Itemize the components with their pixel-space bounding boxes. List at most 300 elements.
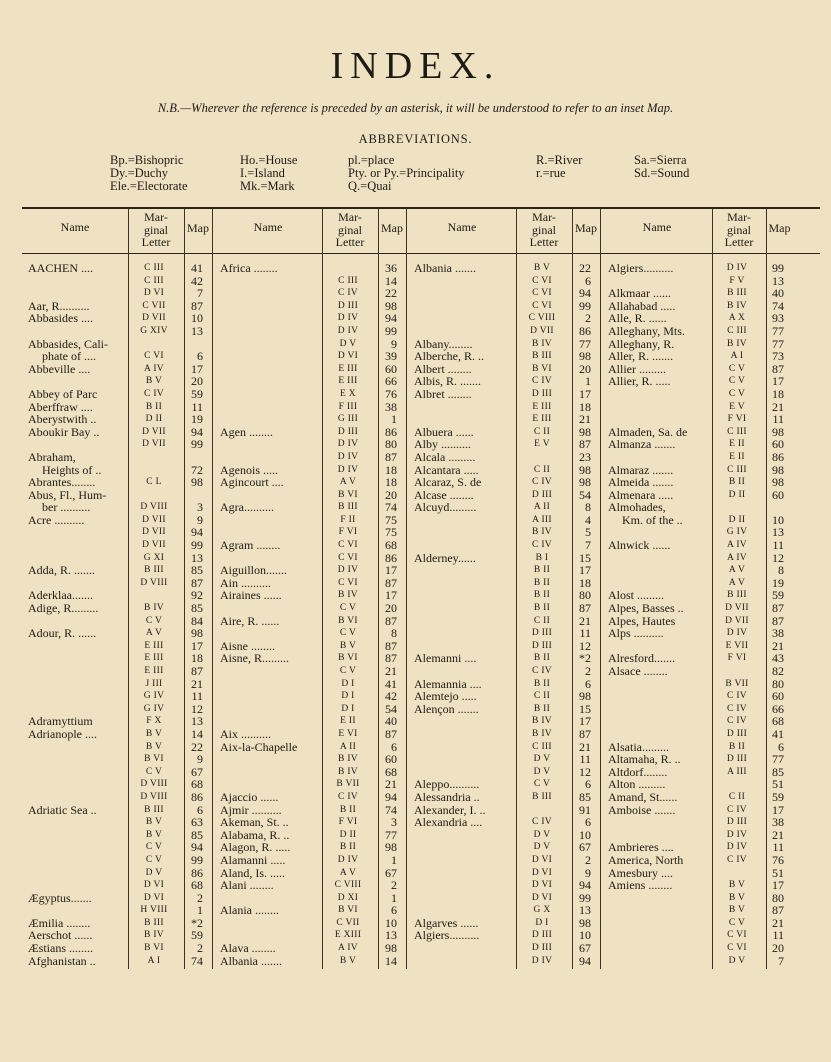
entry-map-number: 13 <box>772 525 784 540</box>
entry-map-number: 17 <box>772 878 784 893</box>
entry-map-number: 91 <box>579 802 591 817</box>
entry-marginal-letter: D IV <box>337 439 359 450</box>
entry-map-number: 86 <box>385 550 397 565</box>
entry-map-number: 98 <box>579 475 591 490</box>
entry-map-number: 6 <box>197 802 203 817</box>
entry-marginal-letter: B IV <box>727 300 747 311</box>
entry-map-number: *2 <box>191 915 203 930</box>
abbreviation-entry: Dy.=Duchy <box>110 166 168 180</box>
entry-map-number: 85 <box>191 827 203 842</box>
entry-marginal-letter: G IV <box>726 527 748 538</box>
entry-marginal-letter: C IV <box>727 691 747 702</box>
entry-name: Aisne, R......... <box>220 651 289 666</box>
entry-marginal-letter: E II <box>340 716 356 727</box>
entry-marginal-letter: B II <box>339 842 357 853</box>
entry-name: Algiers.......... <box>414 928 480 943</box>
entry-marginal-letter: B IV <box>532 716 552 727</box>
entry-name: Altdorf........ <box>608 764 668 779</box>
entry-name: Albany........ <box>414 336 473 351</box>
entry-marginal-letter: B V <box>533 263 551 273</box>
entry-marginal-letter: D VIII <box>140 502 168 513</box>
entry-marginal-letter: B IV <box>532 527 552 538</box>
entry-map-number: 20 <box>772 941 784 956</box>
entry-marginal-letter: D III <box>726 728 748 739</box>
entry-marginal-letter: C II <box>533 426 551 437</box>
entry-map-number: 7 <box>197 286 203 301</box>
entry-name: Ægyptus....... <box>28 890 92 905</box>
entry-map-number: 94 <box>579 286 591 301</box>
entry-map-number: 2 <box>585 664 591 678</box>
entry-marginal-letter: D IV <box>337 565 359 576</box>
entry-map-number: 98 <box>191 475 203 490</box>
entry-marginal-letter: D VII <box>142 514 166 525</box>
entry-map-number: 3 <box>197 500 203 515</box>
entry-map-number: 21 <box>772 638 784 653</box>
entry-map-number: 87 <box>385 651 397 666</box>
entry-marginal-letter: E XIII <box>334 930 362 941</box>
entry-map-number: 14 <box>191 726 203 741</box>
entry-map-number: 72 <box>191 462 203 477</box>
entry-name: Almanza ....... <box>608 437 676 452</box>
entry-map-number: 17 <box>772 802 784 817</box>
entry-marginal-letter: B II <box>533 590 551 601</box>
abbreviations-column <box>348 154 465 193</box>
entry-name: Albis, R. ....... <box>414 374 482 389</box>
entry-name: Aisne ........ <box>220 638 275 653</box>
entry-map-number: 74 <box>385 500 397 515</box>
entry-marginal-letter: C IV <box>532 376 552 387</box>
entry-map-number: 20 <box>579 361 591 376</box>
entry-name: Heights of .. <box>42 462 102 477</box>
entry-map-number: 99 <box>191 852 203 867</box>
header-marginal-letter-line: Letter <box>529 235 559 249</box>
entry-map-number: 1 <box>197 903 203 918</box>
entry-marginal-letter: D IV <box>726 842 748 853</box>
entry-name: Adramyttium <box>28 714 93 729</box>
entry-marginal-letter: C II <box>533 691 551 702</box>
entry-map-number: 98 <box>772 475 784 490</box>
entry-marginal-letter: A V <box>145 628 163 639</box>
entry-marginal-letter: D VI <box>337 351 359 362</box>
entry-marginal-letter: E III <box>144 653 164 664</box>
entry-marginal-letter: D IV <box>337 451 359 462</box>
entry-marginal-letter: G XI <box>143 552 165 563</box>
column-divider <box>406 209 407 969</box>
entry-marginal-letter: C II <box>728 791 746 802</box>
header-top-rule <box>22 207 820 209</box>
entry-marginal-letter: C III <box>144 263 164 273</box>
entry-name: Afghanistan .. <box>28 953 96 968</box>
header-marginal-letter-line: Mar- <box>144 210 168 224</box>
entry-map-number: 40 <box>772 286 784 301</box>
entry-map-number: 2 <box>585 311 591 326</box>
entry-name: America, North <box>608 852 684 867</box>
entry-map-number: 12 <box>772 550 784 565</box>
entry-map-number: 10 <box>191 311 203 326</box>
entry-name: Alexandria .... <box>414 815 483 830</box>
entry-name: Allier ......... <box>608 361 666 376</box>
entry-marginal-letter: A I <box>147 955 161 966</box>
entry-map-number: 5 <box>585 525 591 540</box>
entry-marginal-letter: E II <box>729 451 745 462</box>
entry-marginal-letter: D VI <box>143 892 165 903</box>
entry-map-number: 77 <box>772 752 784 767</box>
entry-map-number: 87 <box>772 601 784 616</box>
entry-map-number: 87 <box>385 726 397 741</box>
entry-name: Abraham, <box>28 449 76 464</box>
entry-map-number: 68 <box>385 538 397 553</box>
entry-marginal-letter: A V <box>339 477 357 488</box>
entry-name: Aire, R. ...... <box>220 613 280 628</box>
entry-map-number: 93 <box>772 311 784 326</box>
entry-name: Algiers.......... <box>608 261 674 275</box>
entry-name: Agincourt .... <box>220 475 284 490</box>
entry-map-number: 6 <box>585 815 591 830</box>
entry-marginal-letter: F VI <box>338 817 358 828</box>
entry-map-number: 60 <box>772 689 784 704</box>
entry-map-number: 41 <box>191 261 203 275</box>
entry-marginal-letter: C III <box>727 325 747 336</box>
entry-map-number: 10 <box>385 915 397 930</box>
entry-marginal-letter: G IV <box>143 703 165 714</box>
entry-marginal-letter: C V <box>728 917 746 928</box>
entry-name: Alps .......... <box>608 626 664 641</box>
entry-map-number: 94 <box>579 953 591 968</box>
entry-name: Agram ........ <box>220 538 281 553</box>
entry-map-number: 2 <box>197 941 203 956</box>
entry-marginal-letter: D VI <box>531 854 553 865</box>
entry-map-number: 13 <box>191 323 203 338</box>
entry-name: Alava ........ <box>220 941 276 956</box>
header-marginal-letter-line: Letter <box>141 235 171 249</box>
entry-map-number: 98 <box>385 840 397 855</box>
entry-map-number: 17 <box>579 714 591 729</box>
entry-marginal-letter: B II <box>533 678 551 689</box>
entry-name: Albania ....... <box>414 261 476 275</box>
entry-marginal-letter: J III <box>145 678 163 689</box>
entry-map-number: 87 <box>191 664 203 678</box>
abbreviation-entry: pl.=place <box>348 153 395 167</box>
entry-marginal-letter: B II <box>339 804 357 815</box>
entry-marginal-letter: B III <box>144 565 164 576</box>
entry-map-number: 87 <box>579 726 591 741</box>
abbreviation-entry: Sa.=Sierra <box>634 153 687 167</box>
entry-map-number: 18 <box>772 386 784 401</box>
entry-marginal-letter: D V <box>145 867 163 878</box>
entry-map-number: 75 <box>385 512 397 527</box>
entry-name: Alby .......... <box>414 437 471 452</box>
entry-map-number: 19 <box>191 412 203 427</box>
entry-marginal-letter: C III <box>727 464 747 475</box>
entry-map-number: 10 <box>579 827 591 842</box>
entry-marginal-letter: C V <box>145 842 163 853</box>
entry-map-number: 73 <box>772 349 784 364</box>
entry-name: Allier, R. ..... <box>608 374 671 389</box>
entry-marginal-letter: D I <box>341 678 355 689</box>
entry-name: Albuera ...... <box>414 424 474 439</box>
entry-marginal-letter: C IV <box>144 388 164 399</box>
entry-name: Aboukir Bay .. <box>28 424 100 439</box>
entry-marginal-letter: A III <box>727 766 747 777</box>
entry-map-number: 2 <box>197 890 203 905</box>
entry-marginal-letter: D IV <box>337 313 359 324</box>
entry-map-number: 1 <box>391 412 397 427</box>
header-name: Name <box>60 220 90 234</box>
entry-name: Alabama, R. .. <box>220 827 290 842</box>
entry-marginal-letter: D III <box>531 489 553 500</box>
entry-map-number: 86 <box>191 865 203 880</box>
entry-marginal-letter: B I <box>535 552 549 563</box>
entry-marginal-letter: A II <box>339 741 357 752</box>
entry-map-number: 9 <box>391 336 397 351</box>
entry-marginal-letter: B VII <box>725 678 749 689</box>
entry-marginal-letter: D VII <box>142 426 166 437</box>
entry-marginal-letter: C VI <box>338 577 358 588</box>
abbreviation-entry: Pty. or Py.=Principality <box>348 166 465 180</box>
entry-name: Allahabad ..... <box>608 298 676 313</box>
entry-map-number: 12 <box>579 638 591 653</box>
entry-marginal-letter: C L <box>146 477 162 488</box>
entry-marginal-letter: B V <box>145 728 163 739</box>
entry-map-number: 18 <box>385 475 397 490</box>
column-divider <box>600 209 601 969</box>
entry-marginal-letter: C III <box>144 275 164 286</box>
entry-marginal-letter: F X <box>146 716 162 727</box>
entry-map-number: 98 <box>385 941 397 956</box>
entry-name: Amesbury .... <box>608 865 673 880</box>
entry-name: Aix-la-Chapelle <box>220 739 298 754</box>
entry-marginal-letter: B IV <box>532 338 552 349</box>
entry-map-number: 10 <box>579 928 591 943</box>
entry-map-number: 77 <box>772 323 784 338</box>
entry-map-number: 84 <box>191 613 203 628</box>
entry-map-number: 11 <box>579 752 591 767</box>
entry-name: Ambrieres .... <box>608 840 674 855</box>
entry-map-number: 40 <box>385 714 397 729</box>
entry-marginal-letter: B II <box>533 577 551 588</box>
entry-marginal-letter: D II <box>728 489 746 500</box>
entry-map-number: 75 <box>385 525 397 540</box>
entry-map-number: 87 <box>385 613 397 628</box>
entry-name: Alle, R. ...... <box>608 311 667 326</box>
entry-map-number: 99 <box>191 538 203 553</box>
entry-map-number: 85 <box>191 563 203 578</box>
entry-marginal-letter: B IV <box>338 766 358 777</box>
entry-name: Africa ........ <box>220 261 278 275</box>
entry-map-number: 99 <box>772 261 784 275</box>
entry-marginal-letter: D II <box>339 829 357 840</box>
entry-marginal-letter: B V <box>145 741 163 752</box>
entry-marginal-letter: D VI <box>143 880 165 891</box>
entry-map-number: *2 <box>579 651 591 666</box>
entry-marginal-letter: C VIII <box>528 313 556 324</box>
entry-name: Abbey of Parc <box>28 386 98 401</box>
entry-name: Aberystwith .. <box>28 412 97 427</box>
entry-marginal-letter: C VI <box>532 300 552 311</box>
entry-map-number: 6 <box>197 349 203 364</box>
entry-map-number: 98 <box>579 689 591 704</box>
entry-marginal-letter: B IV <box>144 930 164 941</box>
entry-map-number: 76 <box>385 386 397 401</box>
entry-map-number: 10 <box>772 512 784 527</box>
entry-map-number: 51 <box>772 777 784 792</box>
entry-name: Alpes, Hautes <box>608 613 676 628</box>
entry-name: Aller, R. ....... <box>608 349 674 364</box>
entry-name: Adour, R. ...... <box>28 626 97 641</box>
entry-marginal-letter: C IV <box>727 854 747 865</box>
header-map: Map <box>575 221 597 235</box>
entry-map-number: 85 <box>772 764 784 779</box>
entry-name: Alleghany, R. <box>608 336 675 351</box>
entry-name: Almenara ..... <box>608 487 674 502</box>
entry-name: Adrianople .... <box>28 726 97 741</box>
entry-marginal-letter: B IV <box>338 754 358 765</box>
entry-map-number: 11 <box>772 928 784 943</box>
entry-map-number: 92 <box>191 588 203 603</box>
header-bottom-rule <box>22 253 820 254</box>
entry-map-number: 7 <box>585 538 591 553</box>
entry-marginal-letter: D III <box>531 640 553 651</box>
header-map: Map <box>187 221 209 235</box>
header-map: Map <box>768 221 791 235</box>
entry-name: AACHEN .... <box>28 261 93 275</box>
entry-name: phate of .... <box>42 349 96 364</box>
entry-map-number: 60 <box>385 752 397 767</box>
entry-map-number: 94 <box>191 840 203 855</box>
entry-map-number: 11 <box>772 840 784 855</box>
entry-name: Æstians ........ <box>28 941 94 956</box>
entry-marginal-letter: C II <box>533 464 551 475</box>
entry-marginal-letter: D III <box>531 930 553 941</box>
entry-name: Algarves ...... <box>414 915 479 930</box>
entry-map-number: 98 <box>385 298 397 313</box>
entry-map-number: 9 <box>197 512 203 527</box>
entry-marginal-letter: B II <box>533 703 551 714</box>
entry-marginal-letter: B II <box>728 741 746 752</box>
abbreviation-entry: Mk.=Mark <box>240 179 295 193</box>
entry-map-number: 67 <box>191 764 203 779</box>
entry-marginal-letter: B II <box>533 565 551 576</box>
entry-marginal-letter: D V <box>728 955 746 966</box>
entry-marginal-letter: E III <box>338 376 358 387</box>
entry-map-number: 8 <box>391 626 397 641</box>
entry-marginal-letter: A X <box>728 313 746 324</box>
entry-marginal-letter: D III <box>531 943 553 954</box>
entry-name: Abbasides, Cali- <box>28 336 108 351</box>
entry-name: Aerschot ...... <box>28 928 93 943</box>
entry-marginal-letter: D VI <box>531 892 553 903</box>
entry-marginal-letter: C III <box>532 741 552 752</box>
entry-name: Alcantara ..... <box>414 462 479 477</box>
entry-map-number: 13 <box>191 550 203 565</box>
entry-marginal-letter: H VIII <box>140 905 168 916</box>
entry-map-number: 68 <box>191 878 203 893</box>
abbreviations-column <box>240 154 297 193</box>
entry-name: Albania ....... <box>220 953 282 968</box>
entry-name: Alresford....... <box>608 651 675 666</box>
entry-map-number: 68 <box>385 764 397 779</box>
entry-map-number: 6 <box>585 676 591 691</box>
entry-map-number: 87 <box>579 437 591 452</box>
entry-map-number: 22 <box>385 286 397 301</box>
entry-name: Alemanni .... <box>414 651 477 666</box>
entry-name: Almaden, Sa. de <box>608 424 688 439</box>
entry-name: Alnwick ...... <box>608 538 671 553</box>
abbreviations-column <box>536 154 582 180</box>
entry-marginal-letter: C VI <box>532 288 552 299</box>
entry-marginal-letter: E VII <box>725 640 749 651</box>
entry-map-number: 13 <box>772 273 784 288</box>
entry-marginal-letter: B VI <box>338 489 358 500</box>
entry-map-number: 21 <box>772 827 784 842</box>
entry-marginal-letter: G XIV <box>140 325 168 336</box>
entry-map-number: 13 <box>191 714 203 729</box>
entry-marginal-letter: B II <box>533 653 551 664</box>
header-marginal-letter <box>128 211 184 249</box>
entry-marginal-letter: B IV <box>532 728 552 739</box>
entry-name: Alpes, Basses .. <box>608 601 684 616</box>
entry-marginal-letter: D VII <box>142 540 166 551</box>
entry-map-number: 98 <box>191 626 203 641</box>
entry-map-number: 7 <box>778 953 784 968</box>
abbreviations-title: ABBREVIATIONS. <box>358 132 473 146</box>
abbreviation-entry: I.=Island <box>240 166 285 180</box>
entry-marginal-letter: A V <box>339 867 357 878</box>
header-marginal-letter-line: Letter <box>724 235 754 249</box>
entry-marginal-letter: F VI <box>727 653 747 664</box>
entry-marginal-letter: C V <box>339 628 357 639</box>
entry-marginal-letter: D I <box>341 703 355 714</box>
entry-marginal-letter: F II <box>340 514 356 525</box>
entry-marginal-letter: C IV <box>532 666 552 676</box>
entry-map-number: 99 <box>579 298 591 313</box>
entry-name: Aar, R.......... <box>28 298 90 313</box>
entry-name: Agenois ..... <box>220 462 278 477</box>
entry-marginal-letter: D VIII <box>140 791 168 802</box>
entry-map-number: 21 <box>385 777 397 792</box>
entry-name: Abus, Fl., Hum- <box>28 487 107 502</box>
entry-marginal-letter: C IV <box>727 716 747 727</box>
entry-map-number: 17 <box>579 386 591 401</box>
entry-marginal-letter: E II <box>729 439 745 450</box>
entry-marginal-letter: D IV <box>337 854 359 865</box>
entry-map-number: 14 <box>385 953 397 968</box>
entry-name: Albret ........ <box>414 386 472 401</box>
entry-marginal-letter: A IV <box>338 943 358 954</box>
entry-marginal-letter: E III <box>144 666 164 676</box>
entry-name: Akeman, St. .. <box>220 815 289 830</box>
entry-name: Alagon, R. ..... <box>220 840 291 855</box>
entry-map-number: 60 <box>772 437 784 452</box>
entry-marginal-letter: C II <box>533 615 551 626</box>
header-marginal-letter <box>516 211 572 249</box>
abbreviation-entry: Q.=Quai <box>348 179 392 193</box>
entry-marginal-letter: A III <box>532 514 552 525</box>
entry-name: Almohades, <box>608 500 666 515</box>
entry-name: Amboise ....... <box>608 802 676 817</box>
entry-name: Adda, R. ....... <box>28 563 95 578</box>
column-divider <box>212 209 213 969</box>
entry-map-number: 99 <box>579 890 591 905</box>
entry-marginal-letter: D IV <box>726 829 748 840</box>
entry-marginal-letter: D III <box>531 388 553 399</box>
entry-map-number: 94 <box>191 424 203 439</box>
entry-marginal-letter: D IV <box>531 955 553 966</box>
entry-map-number: 17 <box>191 361 203 376</box>
entry-map-number: 21 <box>579 739 591 754</box>
entry-map-number: 59 <box>191 928 203 943</box>
header-name: Name <box>447 220 477 234</box>
